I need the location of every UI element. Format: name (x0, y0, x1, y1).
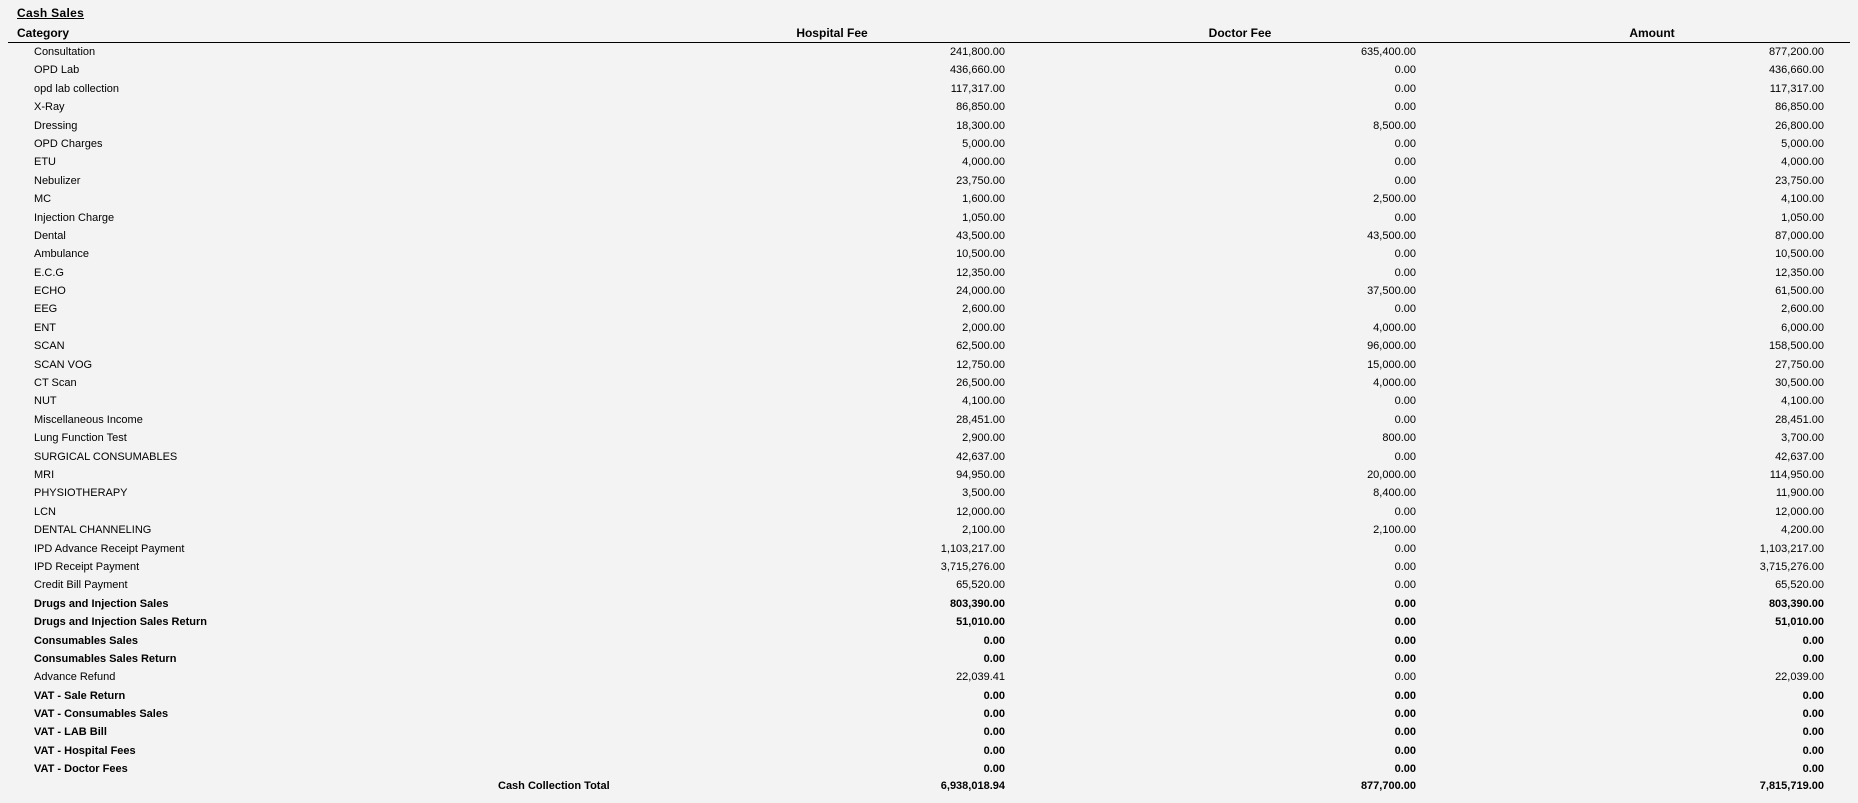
row-hospital-fee: 0.00 (983, 689, 1005, 702)
row-doctor-fee: 0.00 (1394, 248, 1416, 261)
table-row (0, 300, 1858, 318)
row-category: opd lab collection (34, 82, 120, 95)
row-amount: 1,103,217.00 (1759, 542, 1824, 555)
row-hospital-fee: 12,350.00 (956, 266, 1005, 279)
row-amount: 26,800.00 (1775, 119, 1824, 132)
table-row (0, 319, 1858, 337)
row-hospital-fee: 436,660.00 (949, 64, 1005, 77)
report-title: Cash Sales (17, 6, 85, 20)
row-doctor-fee: 0.00 (1394, 597, 1416, 610)
table-row (0, 503, 1858, 521)
row-doctor-fee: 0.00 (1394, 652, 1416, 665)
row-hospital-fee: 3,715,276.00 (940, 560, 1005, 573)
row-category: VAT - Consumables Sales (34, 708, 169, 721)
row-hospital-fee: 28,451.00 (956, 413, 1005, 426)
row-amount: 12,000.00 (1775, 505, 1824, 518)
row-hospital-fee: 23,750.00 (956, 174, 1005, 187)
table-row (0, 80, 1858, 98)
row-doctor-fee: 2,500.00 (1373, 193, 1416, 206)
table-row (0, 172, 1858, 190)
row-amount: 4,100.00 (1781, 193, 1824, 206)
row-amount: 0.00 (1802, 634, 1824, 647)
row-category: DENTAL CHANNELING (34, 524, 152, 537)
row-amount: 23,750.00 (1775, 174, 1824, 187)
row-category: SCAN VOG (34, 358, 93, 371)
table-row (0, 209, 1858, 227)
row-category: PHYSIOTHERAPY (34, 487, 128, 500)
table-row (0, 411, 1858, 429)
row-hospital-fee: 1,050.00 (962, 211, 1005, 224)
row-hospital-fee: 62,500.00 (956, 340, 1005, 353)
row-doctor-fee: 0.00 (1394, 579, 1416, 592)
table-row (0, 484, 1858, 502)
row-doctor-fee: 0.00 (1394, 708, 1416, 721)
row-hospital-fee: 2,100.00 (962, 524, 1005, 537)
row-category: Lung Function Test (34, 432, 127, 445)
total-row (0, 777, 1858, 795)
row-amount: 877,200.00 (1768, 46, 1824, 58)
table-row (0, 576, 1858, 594)
row-category: Nebulizer (34, 174, 81, 187)
table-row (0, 43, 1858, 61)
total-doctor-fee: 877,700.00 (1360, 780, 1416, 792)
row-category: Consumables Sales Return (34, 652, 177, 665)
row-hospital-fee: 1,600.00 (962, 193, 1005, 206)
row-hospital-fee: 5,000.00 (962, 137, 1005, 150)
row-hospital-fee: 51,010.00 (956, 616, 1005, 629)
row-hospital-fee: 10,500.00 (956, 248, 1005, 261)
table-row (0, 521, 1858, 539)
row-category: E.C.G (34, 266, 64, 279)
row-hospital-fee: 117,317.00 (950, 82, 1005, 95)
row-category: MRI (34, 468, 55, 481)
row-category: Dental (34, 229, 66, 242)
row-category: NUT (34, 395, 57, 408)
row-amount: 42,637.00 (1775, 450, 1824, 463)
row-doctor-fee: 37,500.00 (1367, 285, 1416, 298)
row-doctor-fee: 20,000.00 (1367, 468, 1416, 481)
column-header-amount: Amount (1629, 26, 1675, 40)
total-hospital-fee: 6,938,018.94 (940, 780, 1005, 792)
table-row (0, 98, 1858, 116)
table-row (0, 558, 1858, 576)
row-doctor-fee: 96,000.00 (1367, 340, 1416, 353)
row-doctor-fee: 0.00 (1394, 266, 1416, 279)
row-category: Advance Refund (34, 671, 116, 684)
row-doctor-fee: 0.00 (1394, 395, 1416, 408)
row-category: MC (34, 193, 52, 206)
row-doctor-fee: 0.00 (1394, 174, 1416, 187)
row-hospital-fee: 1,103,217.00 (940, 542, 1005, 555)
row-category: Injection Charge (34, 211, 115, 224)
row-category: ECHO (34, 285, 66, 298)
table-row (0, 190, 1858, 208)
row-doctor-fee: 0.00 (1394, 671, 1416, 684)
row-amount: 61,500.00 (1775, 285, 1824, 298)
table-row (0, 540, 1858, 558)
table-row (0, 429, 1858, 447)
row-doctor-fee: 0.00 (1394, 505, 1416, 518)
row-hospital-fee: 22,039.41 (956, 671, 1005, 684)
row-amount: 2,600.00 (1781, 303, 1824, 316)
row-amount: 436,660.00 (1768, 64, 1824, 77)
row-category: VAT - Doctor Fees (34, 763, 128, 776)
row-amount: 12,350.00 (1775, 266, 1824, 279)
row-amount: 158,500.00 (1768, 340, 1824, 353)
row-hospital-fee: 12,750.00 (956, 358, 1005, 371)
row-amount: 3,700.00 (1781, 432, 1824, 445)
row-amount: 0.00 (1802, 726, 1824, 739)
row-hospital-fee: 94,950.00 (956, 468, 1005, 481)
table-row (0, 723, 1858, 741)
row-amount: 6,000.00 (1781, 321, 1824, 334)
row-doctor-fee: 0.00 (1394, 763, 1416, 776)
row-hospital-fee: 42,637.00 (956, 450, 1005, 463)
row-doctor-fee: 43,500.00 (1367, 229, 1416, 242)
total-amount: 7,815,719.00 (1759, 780, 1824, 792)
row-category: X-Ray (34, 101, 65, 114)
table-row (0, 613, 1858, 631)
row-category: Consumables Sales (34, 634, 138, 647)
column-header-hospital-fee: Hospital Fee (796, 26, 868, 40)
column-header-category: Category (17, 26, 70, 40)
row-doctor-fee: 8,400.00 (1373, 487, 1416, 500)
row-doctor-fee: 800.00 (1382, 432, 1416, 445)
table-header (8, 25, 1850, 43)
row-amount: 28,451.00 (1775, 413, 1824, 426)
row-category: Credit Bill Payment (34, 579, 128, 592)
table-row (0, 668, 1858, 686)
row-doctor-fee: 0.00 (1394, 616, 1416, 629)
table-row (0, 264, 1858, 282)
table-body (0, 43, 1858, 779)
row-hospital-fee: 43,500.00 (956, 229, 1005, 242)
row-amount: 803,390.00 (1768, 597, 1824, 610)
row-category: CT Scan (34, 377, 77, 390)
row-amount: 0.00 (1802, 744, 1824, 757)
row-hospital-fee: 2,000.00 (962, 321, 1005, 334)
row-doctor-fee: 0.00 (1394, 450, 1416, 463)
row-hospital-fee: 86,850.00 (956, 101, 1005, 114)
row-amount: 22,039.00 (1775, 671, 1824, 684)
row-hospital-fee: 241,800.00 (949, 46, 1005, 58)
row-hospital-fee: 2,600.00 (962, 303, 1005, 316)
row-amount: 4,200.00 (1781, 524, 1824, 537)
row-doctor-fee: 0.00 (1394, 64, 1416, 77)
row-category: EEG (34, 303, 58, 316)
row-doctor-fee: 0.00 (1394, 101, 1416, 114)
table-row (0, 337, 1858, 355)
row-hospital-fee: 0.00 (983, 726, 1005, 739)
row-hospital-fee: 18,300.00 (956, 119, 1005, 132)
row-category: Drugs and Injection Sales Return (34, 616, 207, 629)
row-doctor-fee: 635,400.00 (1360, 46, 1416, 58)
row-hospital-fee: 0.00 (983, 708, 1005, 721)
row-doctor-fee: 4,000.00 (1373, 377, 1416, 390)
row-amount: 0.00 (1802, 708, 1824, 721)
table-row (0, 448, 1858, 466)
row-hospital-fee: 26,500.00 (956, 377, 1005, 390)
table-row (0, 356, 1858, 374)
row-doctor-fee: 0.00 (1394, 156, 1416, 169)
row-category: Ambulance (34, 248, 90, 261)
row-amount: 1,050.00 (1781, 211, 1824, 224)
table-row (0, 135, 1858, 153)
row-hospital-fee: 4,000.00 (962, 156, 1005, 169)
row-amount: 0.00 (1802, 763, 1824, 776)
total-label: Cash Collection Total (498, 780, 610, 792)
row-doctor-fee: 0.00 (1394, 689, 1416, 702)
row-hospital-fee: 65,520.00 (956, 579, 1005, 592)
row-amount: 0.00 (1802, 689, 1824, 702)
table-row (0, 153, 1858, 171)
table-row (0, 374, 1858, 392)
column-header-doctor-fee: Doctor Fee (1208, 26, 1272, 40)
row-doctor-fee: 4,000.00 (1373, 321, 1416, 334)
row-doctor-fee: 2,100.00 (1373, 524, 1416, 537)
row-category: OPD Lab (34, 64, 80, 77)
table-row (0, 760, 1858, 778)
row-amount: 3,715,276.00 (1759, 560, 1824, 573)
row-amount: 0.00 (1802, 652, 1824, 665)
row-doctor-fee: 0.00 (1394, 211, 1416, 224)
row-category: Miscellaneous Income (34, 413, 143, 426)
row-hospital-fee: 3,500.00 (962, 487, 1005, 500)
table-row (0, 632, 1858, 650)
row-amount: 30,500.00 (1775, 377, 1824, 390)
row-doctor-fee: 0.00 (1394, 303, 1416, 316)
table-row (0, 117, 1858, 135)
row-amount: 114,950.00 (1769, 468, 1824, 481)
row-category: LCN (34, 505, 57, 518)
row-hospital-fee: 0.00 (983, 744, 1005, 757)
row-hospital-fee: 12,000.00 (956, 505, 1005, 518)
row-doctor-fee: 0.00 (1394, 726, 1416, 739)
row-doctor-fee: 15,000.00 (1367, 358, 1416, 371)
row-category: VAT - LAB Bill (34, 726, 107, 739)
row-hospital-fee: 803,390.00 (949, 597, 1005, 610)
row-amount: 27,750.00 (1775, 358, 1824, 371)
row-doctor-fee: 0.00 (1394, 82, 1416, 95)
row-hospital-fee: 0.00 (983, 634, 1005, 647)
row-doctor-fee: 0.00 (1394, 137, 1416, 150)
row-amount: 65,520.00 (1775, 579, 1824, 592)
row-doctor-fee: 0.00 (1394, 413, 1416, 426)
table-row (0, 742, 1858, 760)
row-hospital-fee: 24,000.00 (956, 285, 1005, 298)
table-row (0, 705, 1858, 723)
row-amount: 51,010.00 (1775, 616, 1824, 629)
row-amount: 86,850.00 (1775, 101, 1824, 114)
row-amount: 5,000.00 (1781, 137, 1824, 150)
row-amount: 10,500.00 (1775, 248, 1824, 261)
row-category: OPD Charges (34, 137, 103, 150)
row-amount: 117,317.00 (1769, 82, 1824, 95)
table-row (0, 282, 1858, 300)
table-row (0, 466, 1858, 484)
row-category: VAT - Hospital Fees (34, 744, 136, 757)
row-doctor-fee: 0.00 (1394, 560, 1416, 573)
row-hospital-fee: 0.00 (983, 763, 1005, 776)
row-amount: 4,000.00 (1781, 156, 1824, 169)
row-category: Drugs and Injection Sales (34, 597, 169, 610)
row-hospital-fee: 0.00 (983, 652, 1005, 665)
row-category: ETU (34, 156, 56, 169)
row-category: IPD Advance Receipt Payment (34, 542, 185, 555)
row-category: SURGICAL CONSUMABLES (34, 450, 178, 463)
row-category: SCAN (34, 340, 65, 353)
row-category: VAT - Sale Return (34, 689, 126, 702)
table-row (0, 595, 1858, 613)
row-amount: 87,000.00 (1775, 229, 1824, 242)
table-row (0, 245, 1858, 263)
row-category: IPD Receipt Payment (34, 560, 140, 573)
table-row (0, 392, 1858, 410)
table-row (0, 650, 1858, 668)
row-doctor-fee: 0.00 (1394, 542, 1416, 555)
row-doctor-fee: 0.00 (1394, 744, 1416, 757)
row-category: Dressing (34, 119, 78, 132)
row-category: Consultation (34, 46, 96, 58)
table-row (0, 227, 1858, 245)
row-category: ENT (34, 321, 56, 334)
row-hospital-fee: 4,100.00 (962, 395, 1005, 408)
row-amount: 11,900.00 (1775, 487, 1824, 500)
row-doctor-fee: 0.00 (1394, 634, 1416, 647)
row-hospital-fee: 2,900.00 (962, 432, 1005, 445)
row-doctor-fee: 8,500.00 (1373, 119, 1416, 132)
table-row (0, 61, 1858, 79)
row-amount: 4,100.00 (1781, 395, 1824, 408)
table-row (0, 687, 1858, 705)
